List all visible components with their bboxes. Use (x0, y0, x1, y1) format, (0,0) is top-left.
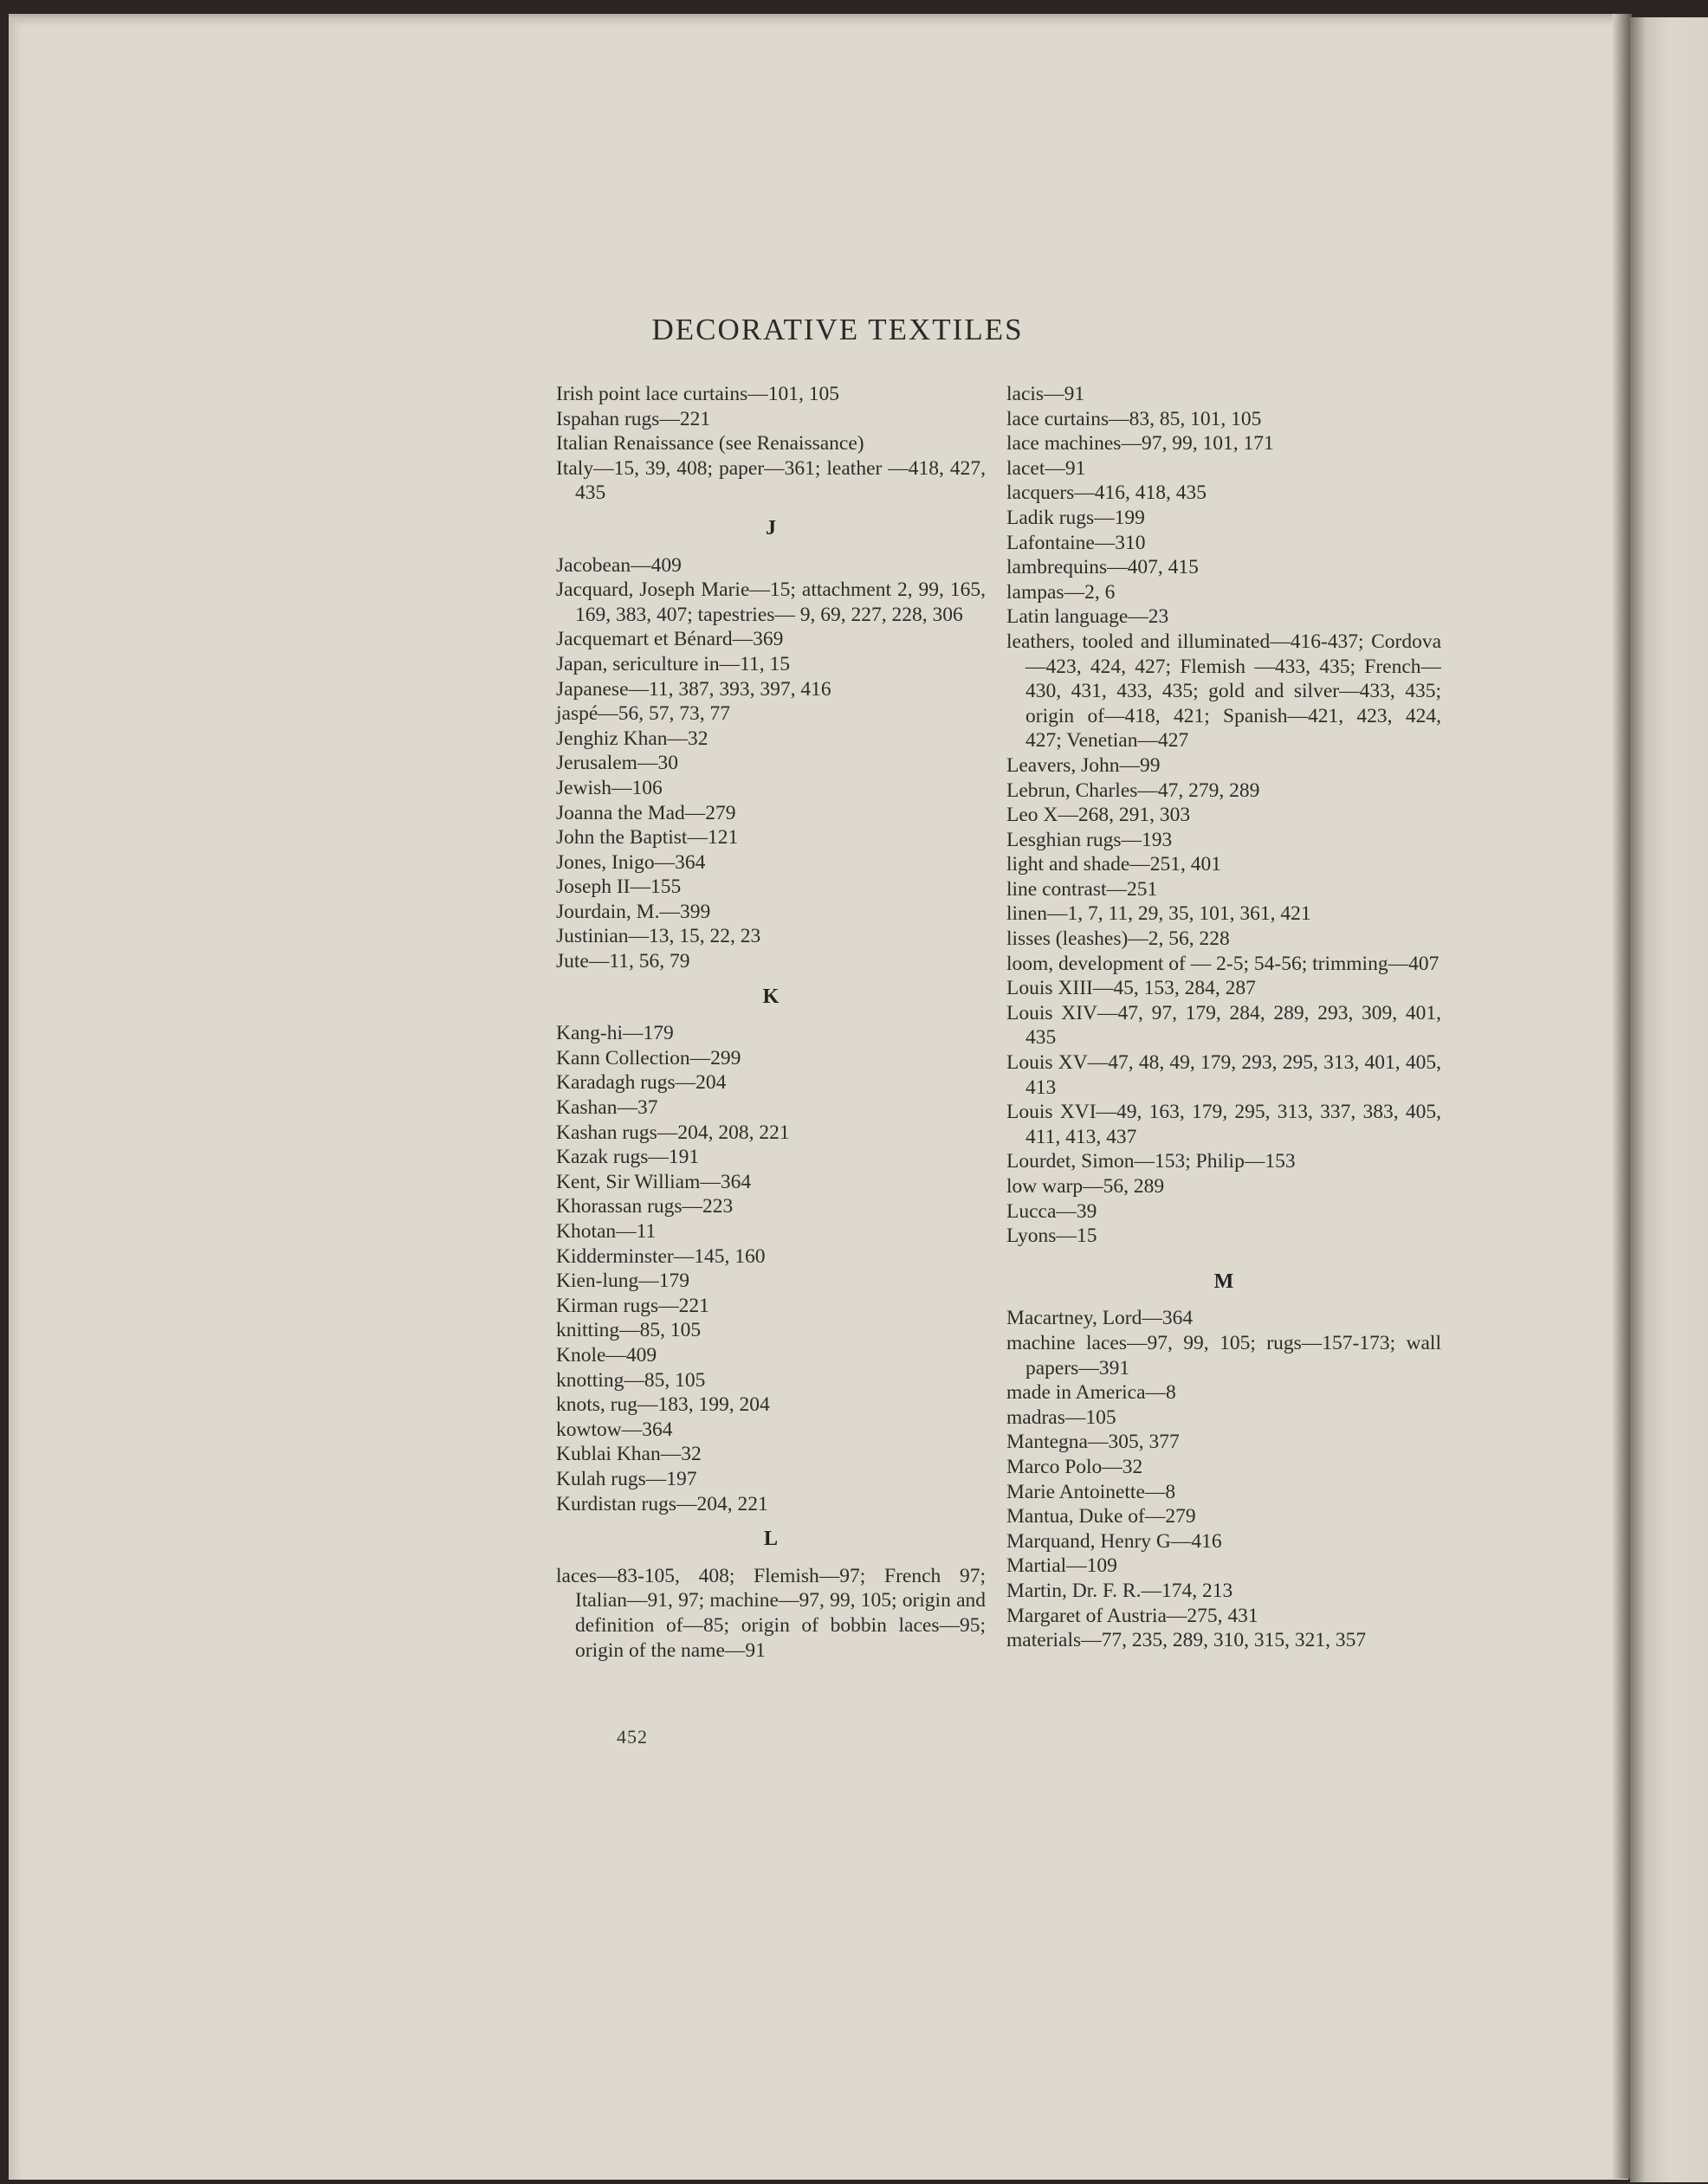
index-entry: Louis XV—47, 48, 49, 179, 293, 295, 313, 401, 405, 413 (1006, 1051, 1441, 1099)
index-entry: Lebrun, Charles—47, 279, 289 (1006, 779, 1260, 802)
section-letter-j: J (766, 516, 776, 540)
index-entry: knotting—85, 105 (556, 1368, 706, 1392)
index-entry: Japan, sericulture in—11, 15 (556, 652, 790, 675)
index-entry: low warp—56, 289 (1006, 1175, 1165, 1198)
index-entry: Jacquard, Joseph Marie—15; attachment 2, 99, 165, 169, 383, 407; tapestries— 9, 69, 227, 228, 306 (556, 578, 986, 626)
book-page (9, 14, 1628, 2180)
index-entry: Jacquemart et Bénard—369 (556, 628, 784, 651)
index-entry: Kien-lung—179 (556, 1270, 690, 1293)
index-entry: Kirman rugs—221 (556, 1294, 709, 1317)
index-entry: lambrequins—407, 415 (1006, 556, 1199, 579)
index-entry: Joanna the Mad—279 (556, 801, 736, 824)
index-entry: madras—105 (1006, 1405, 1116, 1429)
index-entry: lace curtains—83, 85, 101, 105 (1006, 407, 1262, 430)
index-entry: Jourdain, M.—399 (556, 900, 711, 923)
index-entry: Khorassan rugs—223 (556, 1195, 734, 1218)
page-title: DECORATIVE TEXTILES (651, 313, 1024, 346)
adjacent-page-edge (1630, 17, 1708, 2182)
index-entry: Italy—15, 39, 408; paper—361; leather —418, 427, 435 (556, 456, 986, 505)
index-entry: Marquand, Henry G—416 (1006, 1529, 1222, 1553)
index-entry: Jacobean—409 (556, 553, 682, 577)
index-entry: Lourdet, Simon—153; Philip—153 (1006, 1150, 1296, 1173)
index-entry: Marie Antoinette—8 (1006, 1480, 1176, 1503)
index-entry: Jerusalem—30 (556, 752, 678, 775)
index-entry: laces—83-105, 408; Flemish—97; French 97; Italian—91, 97; machine—97, 99, 105; origin and definition of—85; origin of bobbin laces—95; origin of the name—91 (556, 1564, 986, 1662)
index-entry: Martial—109 (1006, 1554, 1117, 1578)
index-entry: Jones, Inigo—364 (556, 850, 706, 874)
index-entry: machine laces—97, 99, 105; rugs—157-173; wall papers—391 (1006, 1331, 1441, 1380)
index-entry: Irish point lace curtains—101, 105 (556, 383, 839, 405)
index-entry: line contrast—251 (1006, 877, 1158, 901)
index-entry: Lucca—39 (1006, 1199, 1097, 1223)
index-entry: lampas—2, 6 (1006, 580, 1116, 604)
index-entry: Louis XIII—45, 153, 284, 287 (1006, 977, 1256, 1000)
index-entry: lacquers—416, 418, 435 (1006, 481, 1207, 505)
index-entry: Kent, Sir William—364 (556, 1170, 752, 1193)
index-entry: Italian Renaissance (see Renaissance) (556, 432, 864, 456)
section-letter-m: M (1213, 1270, 1234, 1293)
index-entry: lace machines—97, 99, 101, 171 (1006, 432, 1274, 456)
index-entry: Knole—409 (556, 1343, 657, 1367)
index-entry: Kidderminster—145, 160 (556, 1244, 766, 1268)
index-entry: Karadagh rugs—204 (556, 1071, 727, 1095)
index-entry: Japanese—11, 387, 393, 397, 416 (556, 677, 831, 701)
index-entry: Lyons—15 (1006, 1224, 1097, 1248)
index-entry: lacet—91 (1006, 456, 1086, 480)
index-entry: Margaret of Austria—275, 431 (1006, 1604, 1258, 1627)
index-entry: Latin language—23 (1006, 605, 1169, 629)
index-entry: lisses (leashes)—2, 56, 228 (1006, 927, 1230, 951)
index-entry: Kazak rugs—191 (556, 1146, 700, 1169)
index-entry: Kublai Khan—32 (556, 1443, 702, 1466)
index-entry: Kurdistan rugs—204, 221 (556, 1492, 768, 1515)
index-entry: leathers, tooled and illuminated—416-437; Cordova—423, 424, 427; Flemish —433, 435; French—430, 431, 433, 435; gold and silver—433, 435; origin of—418, 421; Spanish—421, 423, 424, 427; Venetian—427 (1006, 630, 1441, 753)
index-entry: Macartney, Lord—364 (1006, 1307, 1194, 1330)
index-entry: light and shade—251, 401 (1006, 853, 1222, 876)
index-entry: Jute—11, 56, 79 (556, 950, 690, 973)
index-entry: Leo X—268, 291, 303 (1006, 804, 1191, 827)
index-entry: jaspé—56, 57, 73, 77 (556, 702, 731, 726)
index-entry: Ladik rugs—199 (1006, 506, 1145, 529)
index-entry: knots, rug—183, 199, 204 (556, 1393, 770, 1417)
index-entry: Mantegna—305, 377 (1006, 1431, 1180, 1454)
index-entry: John the Baptist—121 (556, 826, 739, 850)
index-entry: Martin, Dr. F. R.—174, 213 (1006, 1579, 1233, 1602)
index-entry: lacis—91 (1006, 383, 1085, 405)
index-column-right (1006, 382, 1441, 1653)
index-entry: Jenghiz Khan—32 (556, 727, 708, 750)
section-letter-l: L (763, 1528, 778, 1551)
index-entry: Justinian—13, 15, 22, 23 (556, 925, 761, 948)
index-entry: Marco Polo—32 (1006, 1455, 1143, 1478)
book-gutter (1613, 14, 1632, 2179)
index-entry: Lesghian rugs—193 (1006, 828, 1173, 851)
index-entry: Kashan—37 (556, 1096, 658, 1120)
index-entry: Ispahan rugs—221 (556, 407, 711, 430)
index-entry: Kang-hi—179 (556, 1022, 674, 1045)
index-entry: linen—1, 7, 11, 29, 35, 101, 361, 421 (1006, 902, 1311, 926)
index-entry: Leavers, John—99 (1006, 753, 1161, 777)
index-entry: kowtow—364 (556, 1418, 673, 1441)
index-entry: Kashan rugs—204, 208, 221 (556, 1121, 790, 1144)
index-entry: Khotan—11 (556, 1220, 657, 1243)
index-entry: Louis XVI—49, 163, 179, 295, 313, 337, 383, 405, 411, 413, 437 (1006, 1101, 1441, 1148)
index-entry: Joseph II—155 (556, 876, 682, 899)
index-entry: made in America—8 (1006, 1381, 1176, 1405)
index-entry: loom, development of — 2-5; 54-56; trimming—407 (1006, 952, 1440, 975)
index-entry: materials—77, 235, 289, 310, 315, 321, 357 (1006, 1629, 1367, 1652)
page-number: 452 (617, 1726, 648, 1748)
index-entry: Kulah rugs—197 (556, 1467, 697, 1490)
index-entry: Lafontaine—310 (1006, 531, 1146, 554)
index-entry: Mantua, Duke of—279 (1006, 1505, 1196, 1528)
index-entry: Jewish—106 (556, 776, 663, 799)
index-entry: knitting—85, 105 (556, 1319, 702, 1342)
index-column-left (556, 382, 986, 1663)
index-entry: Louis XIV—47, 97, 179, 284, 289, 293, 309, 401, 435 (1006, 1001, 1441, 1050)
index-entry: Kann Collection—299 (556, 1046, 741, 1069)
section-letter-k: K (762, 985, 780, 1008)
